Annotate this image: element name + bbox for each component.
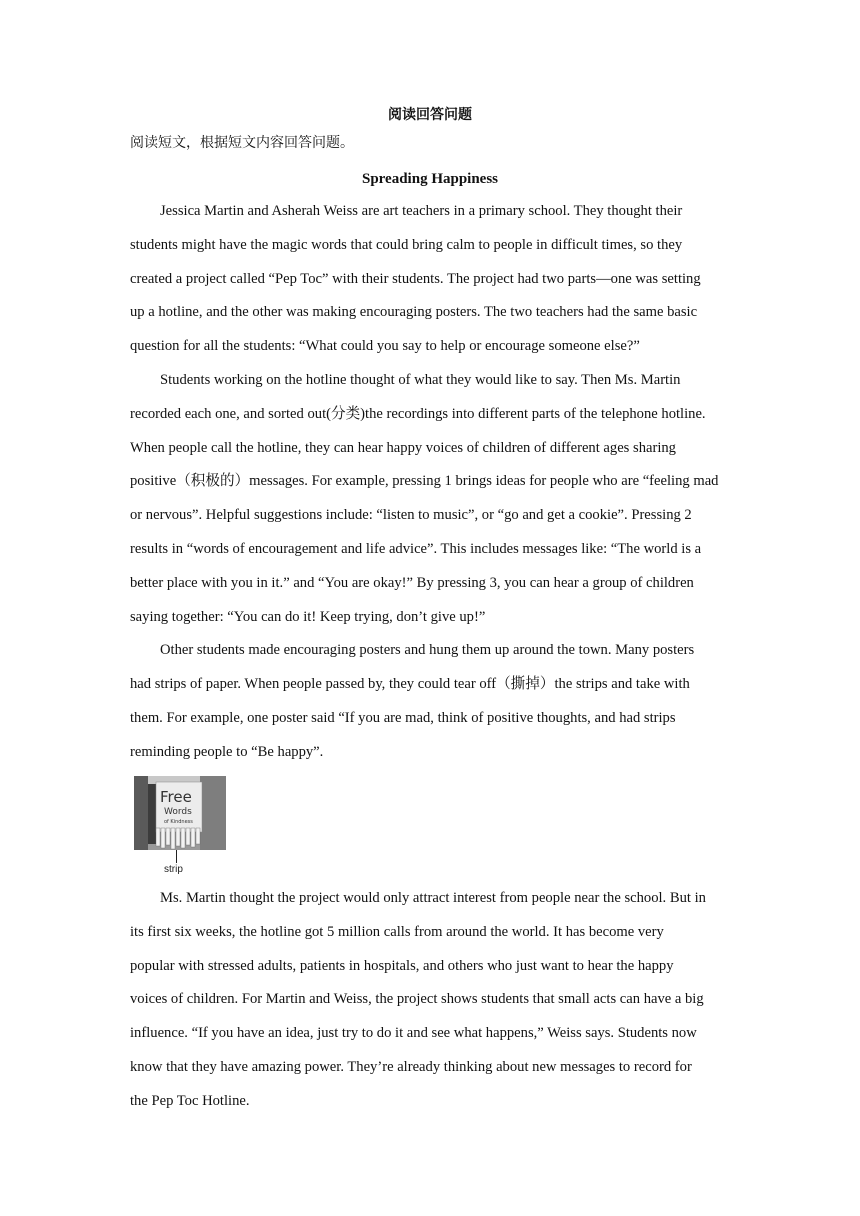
text-line: Students working on the hotline thought of what they would like to say. Then Ms. Martin <box>160 371 681 388</box>
strip-pointer-line <box>176 850 177 863</box>
strip-label: strip <box>164 864 183 875</box>
text-line: Ms. Martin thought the project would only attract interest from people near the school. But in <box>160 890 706 906</box>
text-line: the Pep Toc Hotline. <box>130 1092 250 1109</box>
paragraph <box>130 882 740 1119</box>
paragraph <box>130 195 740 364</box>
poster-photo <box>134 776 226 850</box>
text-line: its first six weeks, the hotline got 5 million calls from around the world. It has become very <box>130 923 664 940</box>
section-heading: 阅读回答问题 <box>388 107 472 123</box>
text-line: had strips of paper. When people passed by, they could tear off（撕掉）the strips and take with <box>130 676 690 693</box>
text-line: voices of children. For Martin and Weiss, the project shows students that small acts can have a big <box>130 991 704 1008</box>
text-line: influence. “If you have an idea, just try to do it and see what happens,” Weiss says. Students now <box>130 1025 697 1042</box>
text-line: When people call the hotline, they can hear happy voices of children of different ages sharing <box>130 439 676 456</box>
text-line: created a project called “Pep Toc” with their students. The project had two parts—one was setting <box>130 270 701 287</box>
passage-body-part1 <box>130 195 740 770</box>
paragraph <box>130 364 740 634</box>
text-line: students might have the magic words that could bring calm to people in difficult times, so they <box>130 236 683 253</box>
text-line: Jessica Martin and Asherah Weiss are art teachers in a primary school. They thought their <box>160 203 683 219</box>
text-line: question for all the students: “What could you say to help or encourage someone else?” <box>130 338 640 355</box>
text-line: up a hotline, and the other was making encouraging posters. The two teachers had the same basic <box>130 304 698 321</box>
poster-text-1: Free <box>160 788 192 806</box>
text-line: Other students made encouraging posters and hung them up around the town. Many posters <box>160 642 695 659</box>
text-line: better place with you in it.” and “You are okay!” By pressing 3, you can hear a group of children <box>130 574 694 591</box>
text-line: know that they have amazing power. They’re already thinking about new messages to record for <box>130 1058 692 1075</box>
text-line: recorded each one, and sorted out(分类)the recordings into different parts of the telephone hotline. <box>130 405 706 422</box>
poster-text-2: Words <box>164 807 192 817</box>
text-line: or nervous”. Helpful suggestions include: “listen to music”, or “go and get a cookie”. Pressing 2 <box>130 507 692 524</box>
passage-body-part2 <box>130 882 740 1119</box>
poster-text-3: of Kindness <box>164 819 193 825</box>
poster-figure <box>134 776 226 876</box>
text-line: saying together: “You can do it! Keep trying, don’t give up!” <box>130 608 486 625</box>
text-line: them. For example, one poster said “If you are mad, think of positive thoughts, and had strips <box>130 709 676 726</box>
instruction-text: 阅读短文，根据短文内容回答问题。 <box>130 135 354 151</box>
paragraph <box>130 634 740 769</box>
passage-title: Spreading Happiness <box>361 171 499 187</box>
text-line: positive（积极的）messages. For example, pressing 1 brings ideas for people who are “feeling mad <box>130 473 719 490</box>
text-line: reminding people to “Be happy”. <box>130 743 324 760</box>
text-line: results in “words of encouragement and life advice”. This includes messages like: “The world is a <box>130 540 702 557</box>
text-line: popular with stressed adults, patients in hospitals, and others who just want to hear the happy <box>130 957 674 974</box>
